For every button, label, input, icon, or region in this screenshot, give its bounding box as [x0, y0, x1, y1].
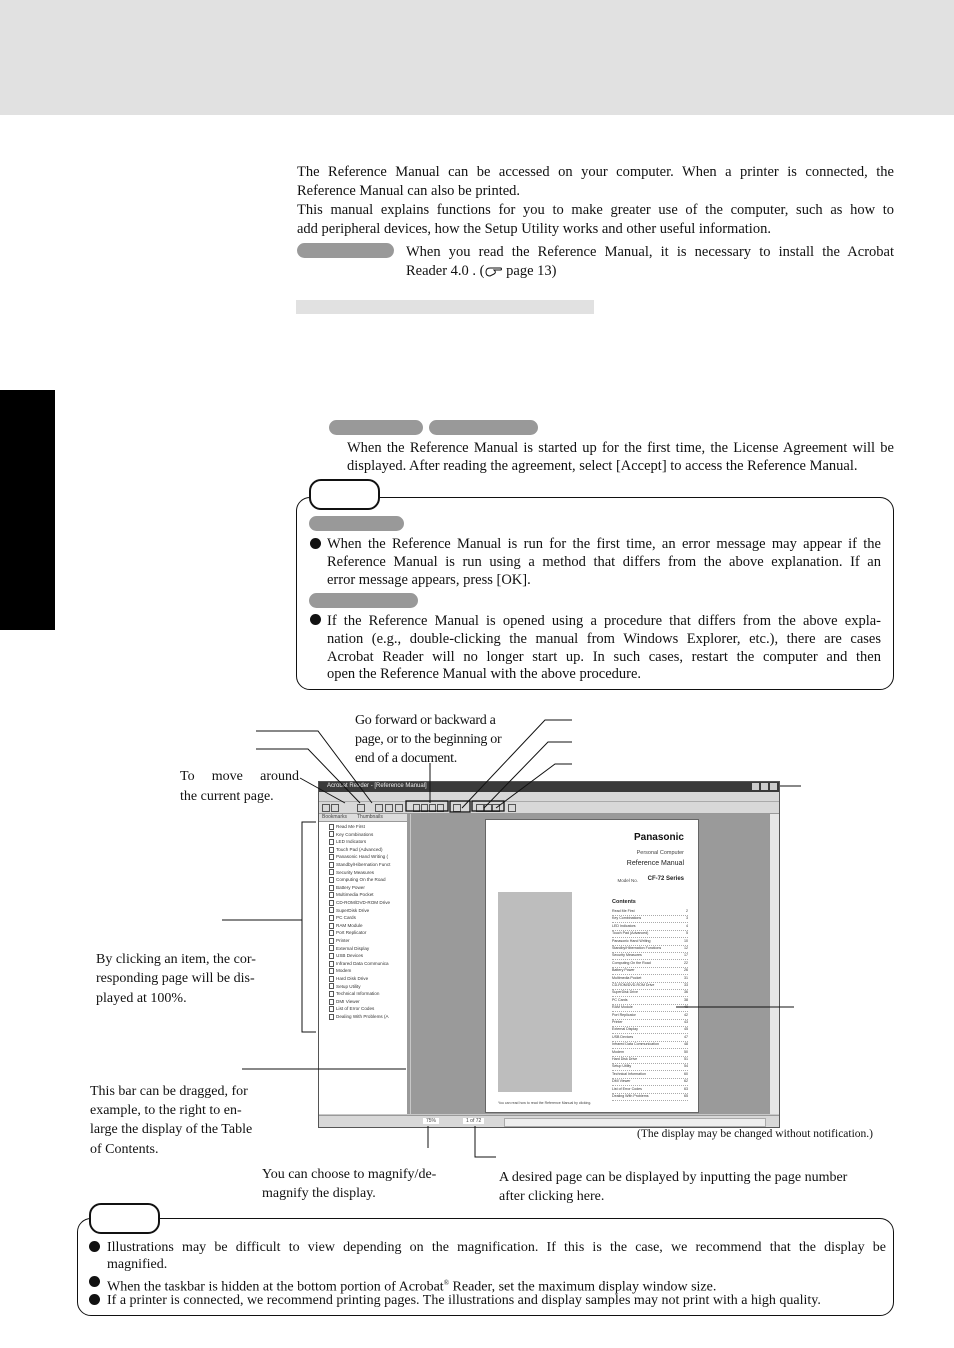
- annotation-nav-line1: Go forward or backward a: [355, 713, 496, 728]
- doc-contents-entry-page: 12: [684, 946, 688, 950]
- note-item2-line1: If the Reference Manual is opened using a procedure that differs from the above expla-: [327, 613, 881, 629]
- bookmark-label: Infrared Data Communica: [336, 960, 389, 966]
- doc-contents-entry-title: Dealing With Problems: [612, 1094, 649, 1098]
- bookmark-label: CD-ROM/DVD-ROM Drive: [336, 900, 391, 905]
- doc-contents-entry-page: 2: [686, 909, 688, 913]
- doc-contents-entry-page: 26: [684, 968, 688, 973]
- hint-item3: If a printer is connected, we recommend printing pages. The illustrations and display samples may not print with a high quality.: [107, 1293, 821, 1308]
- highlight-nav-buttons: [406, 801, 448, 811]
- doc-contents-entry-title: DMI Viewer: [612, 1079, 631, 1084]
- bookmark-label: Panasonic Hand Writing (: [336, 854, 389, 860]
- doc-subtitle-2: Reference Manual: [626, 860, 684, 867]
- annotation-nav-line3: end of a document.: [355, 751, 457, 766]
- bookmark-label: Battery Power: [336, 884, 365, 890]
- doc-contents-entry-page: 42: [684, 1012, 688, 1017]
- bookmark-label: Modem: [336, 968, 352, 974]
- doc-contents-entry-title: Hard Disk Drive: [612, 1057, 638, 1061]
- doc-contents-entry-title: Battery Power: [612, 968, 635, 973]
- bookmark-label: LED Indicators: [336, 839, 367, 845]
- bookmark-label: Key Combinations: [336, 831, 374, 837]
- doc-contents-entry-page: 17: [684, 953, 688, 958]
- doc-contents-entry-title: Panasonic Hand Writing: [612, 938, 651, 943]
- annotation-magnify-line2: magnify the display.: [262, 1186, 376, 1201]
- doc-contents-entry-page: 10: [684, 938, 688, 943]
- note-item1-line3: error message appears, press [OK].: [327, 572, 531, 588]
- note-item2-line3: Acrobat Reader will no longer start up. In such cases, restart the computer and then: [327, 649, 881, 665]
- intro-p2-line2: add peripheral devices, how the Setup Utility works and other useful information.: [297, 221, 771, 237]
- bookmark-label: Touch Pad (Advanced): [336, 846, 383, 852]
- note-item1-line1: When the Reference Manual is run for the first time, an error message may appear if the: [327, 536, 881, 552]
- page-number-field[interactable]: 1 of 72: [463, 1118, 484, 1124]
- hint-pill: [89, 1203, 160, 1234]
- doc-contents-entry-title: Setup Utility: [612, 1064, 632, 1069]
- bookmark-label: PC Cards: [336, 915, 356, 921]
- doc-contents-entry-title: RAM Module: [612, 1005, 633, 1010]
- bullet: [89, 1276, 100, 1287]
- bookmark-label: SuperDisk Drive: [336, 907, 370, 913]
- doc-contents-entry-page: 5: [686, 931, 688, 936]
- doc-contents-entry-page: 31: [684, 975, 688, 980]
- hint-item1-continued: magnified.: [107, 1257, 168, 1272]
- doc-contents-entry-title: USB Devices: [612, 1034, 634, 1039]
- doc-model: CF-72 Series: [647, 876, 684, 882]
- bookmark-label: Standby/Hibernation Funct: [336, 862, 391, 867]
- license-line2: displayed. After reading the agreement, select [Accept] to access the Reference Manual.: [347, 458, 858, 474]
- license-line1: When the Reference Manual is started up for the first time, the License Agreement will be: [347, 440, 894, 456]
- doc-contents-entry-page: 54: [684, 1064, 688, 1069]
- zoom-field[interactable]: 75%: [423, 1118, 439, 1124]
- callout-line: [496, 764, 572, 808]
- intro-p1-line1: The Reference Manual can be accessed on your computer. When a printer is connected, the: [297, 164, 894, 180]
- bullet: [89, 1294, 100, 1305]
- doc-contents-entry-title: CD-ROM/DVD-ROM Drive: [612, 983, 655, 987]
- doc-contents-entry-page: 62: [684, 1079, 688, 1084]
- intro-note-text-a: Reader 4.0 . (: [406, 263, 485, 279]
- doc-contents-entry-title: Modem: [612, 1049, 624, 1054]
- bookmark-label: RAM Module: [336, 922, 363, 928]
- doc-contents-entry-page: 3: [686, 916, 688, 921]
- doc-contents-entry-title: Standby/Hibernation Functions: [612, 946, 662, 950]
- bookmark-label: Setup Utility: [336, 983, 361, 989]
- doc-model-label: Model No.: [617, 878, 638, 883]
- hint-item1: Illustrations may be difficult to view depending on the magnification. If this is the case, we recommend that the display be: [107, 1240, 886, 1255]
- annotation-drag-line4: of Contents.: [90, 1142, 159, 1157]
- callout-line: [256, 731, 372, 803]
- doc-contents-entry-page: 48: [684, 1042, 688, 1047]
- bullet: [89, 1241, 100, 1252]
- annotation-page-line2: after clicking here.: [499, 1189, 605, 1204]
- intro-p2-line1: This manual explains functions for you to make greater use of the computer, such as how to: [297, 202, 894, 218]
- callout-line: [256, 749, 360, 803]
- doc-contents-entry-title: SuperDisk Drive: [612, 990, 638, 995]
- intro-p1-line2: Reference Manual can also be printed.: [297, 183, 521, 199]
- annotation-click-line2: responding page will be dis-: [96, 971, 255, 986]
- bookmark-label: Printer: [336, 938, 350, 943]
- doc-contents-entry-page: 63: [684, 1086, 688, 1091]
- doc-contents-entry-title: Security Measures: [612, 953, 642, 958]
- doc-contents-entry-page: 60: [684, 1071, 688, 1076]
- doc-contents-entry-title: Infrared Data Communication: [612, 1042, 659, 1047]
- doc-contents-entry-title: Touch Pad (Advanced): [612, 931, 649, 936]
- doc-contents-entry-page: 51: [684, 1057, 688, 1061]
- bookmark-label: Dealing With Problems (A: [336, 1014, 389, 1019]
- doc-contents-entry-page: 33: [684, 983, 688, 987]
- doc-contents-entry-page: 38: [684, 997, 688, 1002]
- doc-contents-entry-page: 65: [684, 1094, 688, 1098]
- annotation-drag-line3: large the display of the Table: [90, 1122, 253, 1137]
- doc-contents-entry-title: Computing On the Road: [612, 960, 651, 965]
- bookmark-label: External Display: [336, 945, 370, 951]
- annotation-click-line1: By clicking an item, the cor-: [96, 952, 256, 967]
- doc-contents-entry-title: Key Combinations: [612, 916, 642, 921]
- doc-contents-entry-page: 4: [686, 923, 688, 928]
- bookmark-label: Security Measures: [336, 869, 375, 875]
- tab-thumbnails[interactable]: Thumbnails: [357, 814, 383, 820]
- doc-contents-entry-title: PC Cards: [612, 997, 628, 1002]
- doc-contents-entry-page: 50: [684, 1049, 688, 1054]
- annotation-magnify-line1: You can choose to magnify/de-: [262, 1167, 437, 1182]
- bookmark-label: Read Me First: [336, 824, 365, 829]
- doc-contents-entry-page: 22: [684, 960, 688, 965]
- annotation-click-line3: played at 100%.: [96, 991, 187, 1006]
- doc-contents-heading: Contents: [612, 899, 636, 905]
- doc-contents-entry-title: LED Indicators: [612, 923, 636, 928]
- bookmark-label: Technical Information: [336, 991, 380, 997]
- annotation-move-line1: To move around: [180, 769, 299, 784]
- doc-contents-entry-page: 40: [684, 1005, 688, 1010]
- annotation-nav-line2: page, or to the beginning or: [355, 732, 502, 747]
- doc-contents-entry-page: 45: [684, 1027, 688, 1032]
- doc-contents-entry-title: Multimedia Pocket: [612, 975, 642, 980]
- hint-item2-a: When the taskbar is hidden at the bottom portion of Acrobat: [107, 1279, 444, 1295]
- doc-contents-entry-title: List of Error Codes: [612, 1086, 642, 1091]
- note-item2-line4: open the Reference Manual with the above procedure.: [327, 666, 642, 682]
- callout-line: [300, 778, 345, 803]
- bookmark-label: List of Error Codes: [336, 1006, 375, 1012]
- doc-footer: You can read how to read the Reference Manual by clicking.: [498, 1101, 592, 1105]
- intro-note-text-b: page 13): [506, 263, 557, 279]
- note-item2-line2: nation (e.g., double-clicking the manual from Windows Explorer, etc.), there are cases: [327, 631, 881, 647]
- doc-contents-entry-title: Technical Information: [612, 1071, 646, 1076]
- doc-brand: Panasonic: [633, 832, 684, 843]
- bookmark-label: Hard Disk Drive: [336, 976, 369, 981]
- note-item1-line2: Reference Manual is run using a method that differs from the above explanation. If an: [327, 554, 881, 570]
- registered-mark: ®: [443, 1279, 450, 1287]
- intro-note-line1: When you read the Reference Manual, it is necessary to install the Acrobat: [406, 244, 894, 260]
- annotation-drag-line1: This bar can be dragged, for: [90, 1084, 248, 1099]
- callout-line: [302, 822, 316, 1032]
- tab-bookmarks[interactable]: Bookmarks: [322, 814, 348, 820]
- annotation-drag-line2: example, to the right to en-: [90, 1103, 242, 1118]
- doc-contents-entry-page: 43: [684, 1020, 688, 1024]
- bookmark-label: DMI Viewer: [336, 998, 360, 1004]
- bookmark-label: Computing On the Road: [336, 877, 386, 883]
- hint-item2-b: Reader, set the maximum display window size.: [449, 1279, 717, 1295]
- doc-contents-entry-page: 47: [684, 1034, 688, 1039]
- bookmark-label: Multimedia Pocket: [336, 892, 374, 898]
- doc-contents-entry-title: External Display: [612, 1027, 638, 1032]
- annotation-move-line2: the current page.: [180, 789, 274, 804]
- window-title: Acrobat Reader - [Reference Manual]: [327, 783, 427, 789]
- doc-contents-entry-title: Read Me First: [612, 909, 635, 913]
- bookmark-label: USB Devices: [336, 953, 364, 959]
- annotation-page-line1: A desired page can be displayed by inputting the page number: [499, 1170, 848, 1185]
- display-notice: (The display may be changed without notification.): [637, 1128, 874, 1140]
- callout-line: [484, 742, 572, 808]
- doc-contents-entry-title: Printer: [612, 1020, 623, 1024]
- doc-subtitle-1: Personal Computer: [636, 850, 684, 856]
- callout-line: [475, 1126, 496, 1157]
- doc-contents-entry-title: Port Replicator: [612, 1012, 636, 1017]
- bookmark-label: Port Replicator: [336, 930, 367, 936]
- doc-contents-entry-page: 36: [684, 990, 688, 995]
